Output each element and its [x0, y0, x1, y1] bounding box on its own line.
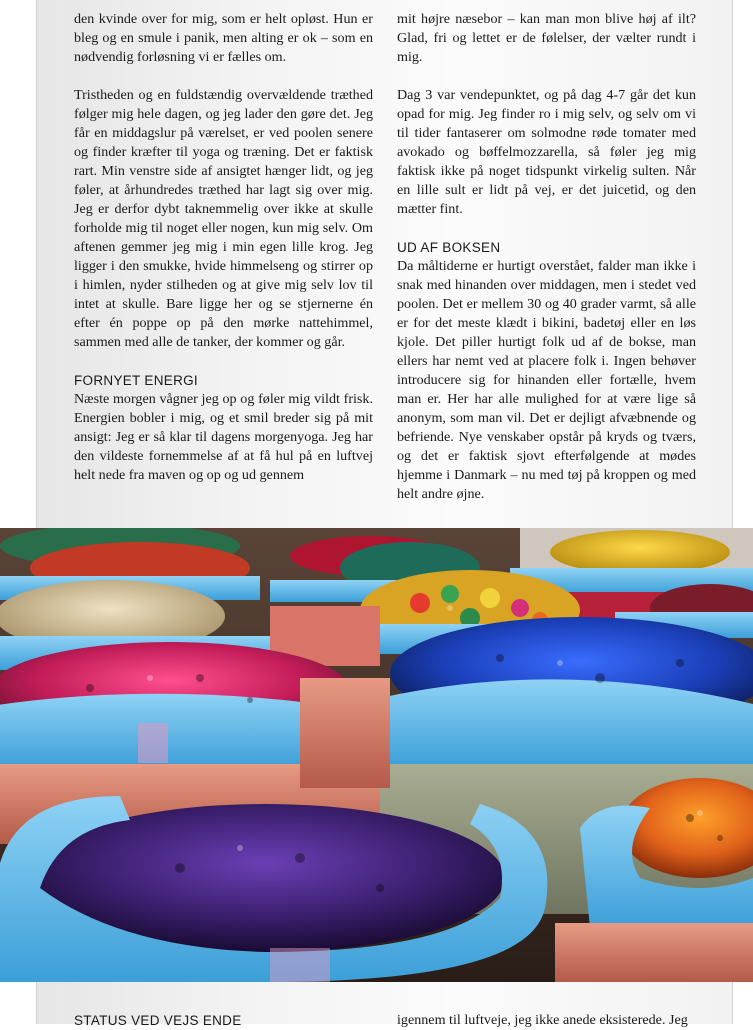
paragraph: mit højre næsebor – kan man mon blive høj af ilt? Glad, fri og lettet er de følelser, der vælter rundt i mig.: [397, 11, 696, 65]
section-heading-status: STATUS VED VEJS ENDE: [74, 1013, 242, 1028]
section-heading-fornyet-energi: FORNYET ENERGI: [74, 373, 198, 388]
paragraph: Tristheden og en fuldstændig overvældende træthed følger mig hele dagen, og jeg lader den gøre det. Jeg får en middagslur på værelset, er ved poolen senere og finder kræfter til yoga og træning. Det er faktisk rart. Min venstre side af ansigtet hænger lidt, og jeg føler, at århundredes træthed har lagt sig over mig. Jeg er derfor dybt taknemmelig over ikke at skulle forholde mig til noget eller nogen, kun mig selv. Om aftenen gemmer jeg mig i min egen lille krog. Jeg ligger i den smukke, hvide himmelseng og stirrer op i himlen, nyder stilheden og at give mig selv lov til intet at skulle. Bare ligge her og se stjernerne én efter én poppe op på den mørke nattehimmel, sammen med alle de tanker, der kommer og går.: [74, 87, 373, 350]
paragraph: den kvinde over for mig, som er helt opløst. Hun er bleg og en smule i panik, men alting er ok – som en nødvendig forløsning vi er fælles om.: [74, 11, 373, 65]
section-heading-ud-af-boksen: UD AF BOKSEN: [397, 240, 501, 255]
market-spice-sacks-photo: [0, 528, 753, 982]
paragraph: Da måltiderne er hurtigt overstået, falder man ikke i snak med hinanden over middagen, men i stedet ved poolen. Det er mellem 30 og 40 grader varmt, så alle er for det meste klædt i bikini, badetøj eller en løs kjole. Det piller hurtigt folk ud af de bokse, man ellers har nemt ved at placere folk i. Ingen behøver introducere sig for hinanden eller fortælle, hvem man er. Her har alle mulighed for at være lige så anonym, som man vil. Det er dejligt afvæbnende og befriende. Nye venskaber opstår på kryds og tværs, og det er faktisk sjovt efterfølgende at mødes hjemme i Danmark – nu med tøj på kroppen og med helt andre øjne.: [397, 258, 696, 502]
paragraph-continuation: igennem til luftveje, jeg ikke anede eksisterede. Jeg: [397, 1012, 688, 1028]
article-column-left: [74, 10, 373, 485]
paragraph: Dag 3 var vendepunktet, og på dag 4-7 går det kun opad for mig. Jeg finder ro i mig selv, og selv om vi til tider fantaserer om solmodne røde tomater med avokado og bøffelmozzarella, så føler jeg mig faktisk ikke på noget tidspunkt virkelig sulten. Når en lille sult er lidt på vej, er det juicetid, og den mætter fint.: [397, 87, 696, 217]
article-column-right: [397, 10, 696, 504]
paragraph: Næste morgen vågner jeg op og føler mig vildt frisk. Energien bobler i mig, og et smil breder sig på mit ansigt: Jeg er så klar til dagens morgenyoga. Jeg har den vildeste fornemmelse af at få hul på en luftvej helt nede fra maven og op og ud gennem: [74, 391, 373, 483]
